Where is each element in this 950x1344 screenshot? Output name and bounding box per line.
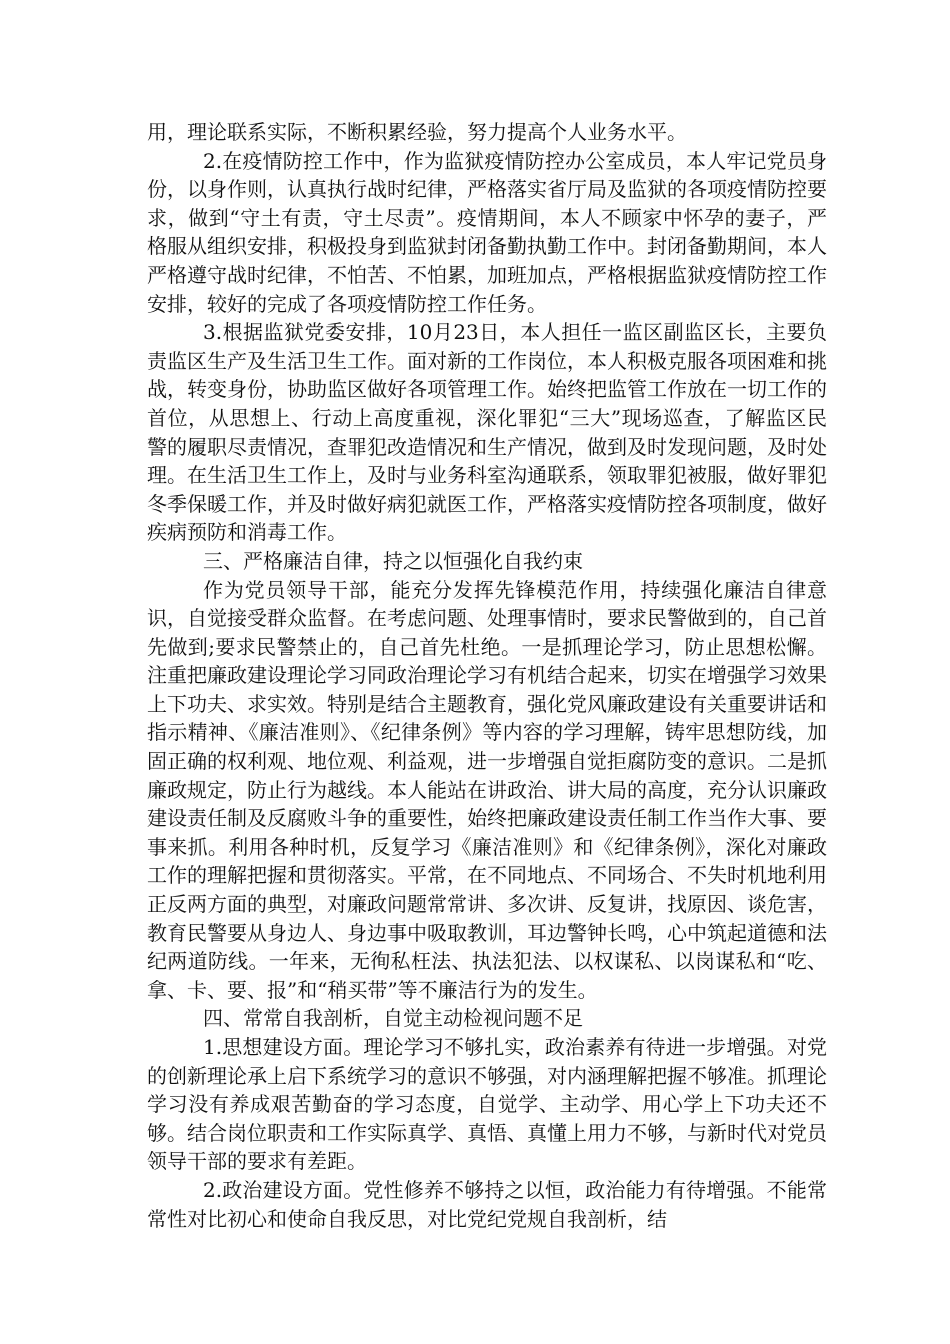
paragraph-political-building: 2.政治建设方面。党性修养不够持之以恒，政治能力有待增强。不能常常性对比初心和使命自我反思，对比党纪党规自我剖析，结 xyxy=(147,1177,827,1231)
paragraph-continuation: 用，理论联系实际，不断积累经验，努力提高个人业务水平。 xyxy=(147,120,687,144)
section-heading-self-analysis: 四、常常自我剖析，自觉主动检视问题不足 xyxy=(203,1006,583,1031)
section-heading-integrity: 三、严格廉洁自律，持之以恒强化自我约束 xyxy=(203,548,583,573)
paragraph-ideological-building: 1.思想建设方面。理论学习不够扎实，政治素养有待进一步增强。对党的创新理论承上启下系统学习的意识不够强，对内涵理解把握不够准。抓理论学习没有养成艰苦勤奋的学习态度，自觉学、主动学、用心学上下功夫还不够。结合岗位职责和工作实际真学、真悟、真懂上用力不够，与新时代对党员领导干部的要求有差距。 xyxy=(147,1035,827,1174)
paragraph-integrity: 作为党员领导干部，能充分发挥先锋模范作用，持续强化廉洁自律意识，自觉接受群众监督。在考虑问题、处理事情时，要求民警做到的，自己首先做到;要求民警禁止的，自己首先杜绝。一是抓理论学习，防止思想松懈。注重把廉政建设理论学习同政治理论学习有机结合起来，切实在增强学习效果上下功夫、求实效。特别是结合主题教育，强化党风廉政建设有关重要讲话和指示精神、《廉洁准则》、《纪律条例》等内容的学习理解，铸牢思想防线，加固正确的权利观、地位观、利益观，进一步增强自觉拒腐防变的意识。二是抓廉政规定，防止行为越线。本人能站在讲政治、讲大局的高度，充分认识廉政建设责任制及反腐败斗争的重要性，始终把廉政建设责任制工作当作大事、要事来抓。利用各种时机，反复学习《廉洁准则》和《纪律条例》，深化对廉政工作的理解把握和贯彻落实。平常，在不同地点、不同场合、不失时机地利用正反两方面的典型，对廉政问题常常讲、多次讲、反复讲，找原因、谈危害，教育民警要从身边人、身边事中吸取教训，耳边警钟长鸣，心中筑起道德和法纪两道防线。一年来，无徇私枉法、执法犯法、以权谋私、以岗谋私和“吃、拿、卡、要、报”和“稍买带”等不廉洁行为的发生。 xyxy=(147,577,827,1002)
paragraph-epidemic-control: 2.在疫情防控工作中，作为监狱疫情防控办公室成员，本人牢记党员身份，以身作则，认真执行战时纪律，严格落实省厅局及监狱的各项疫情防控要求，做到“守土有责，守土尽责”。疫情期间，本人不顾家中怀孕的妻子，严格服从组织安排，积极投身到监狱封闭备勤执勤工作中。封闭备勤期间，本人严格遵守战时纪律，不怕苦、不怕累，加班加点，严格根据监狱疫情防控工作安排，较好的完成了各项疫情防控工作任务。 xyxy=(147,148,827,316)
document-page xyxy=(147,118,827,1233)
paragraph-deputy-director: 3.根据监狱党委安排，10月23日，本人担任一监区副监区长，主要负责监区生产及生活卫生工作。面对新的工作岗位，本人积极克服各项困难和挑战，转变身份，协助监区做好各项管理工作。始终把监管工作放在一切工作的首位，从思想上、行动上高度重视，深化罪犯“三大”现场巡查，了解监区民警的履职尽责情况，查罪犯改造情况和生产情况，做到及时发现问题，及时处理。在生活卫生工作上，及时与业务科室沟通联系，领取罪犯被服，做好罪犯冬季保暖工作，并及时做好病犯就医工作，严格落实疫情防控各项制度，做好疾病预防和消毒工作。 xyxy=(147,320,827,545)
